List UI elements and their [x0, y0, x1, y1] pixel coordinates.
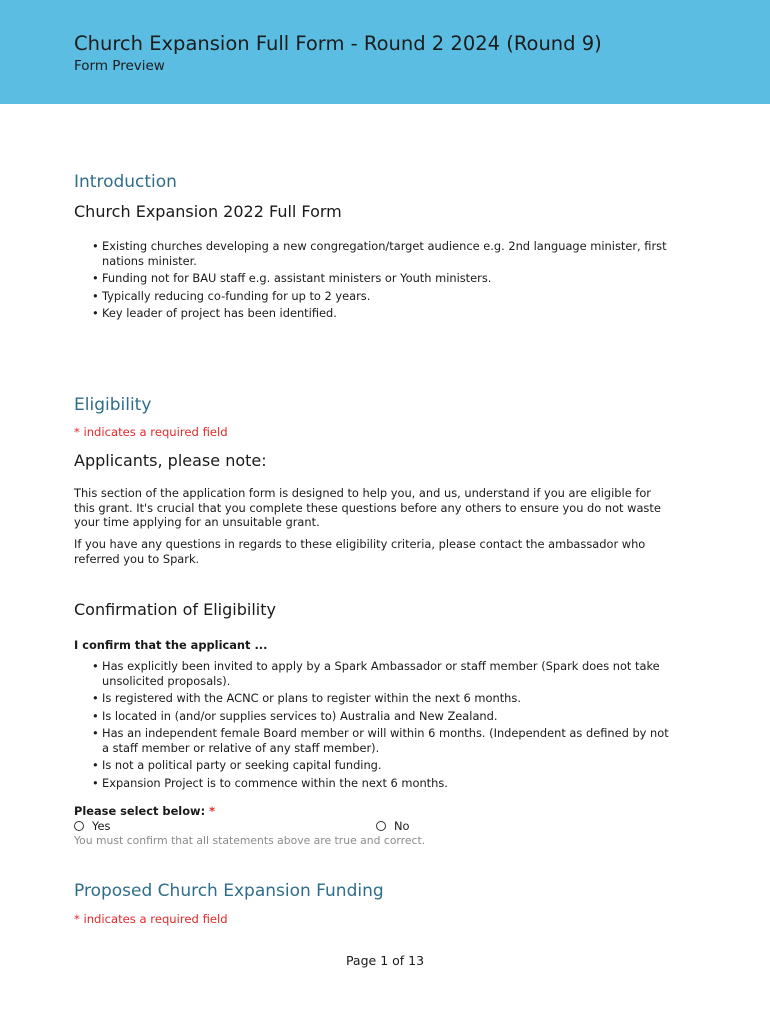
funding-required-note: * indicates a required field	[74, 912, 228, 926]
eligibility-paragraph-2: If you have any questions in regards to these eligibility criteria, please contact the ambassador who referred you to Spark.	[74, 537, 646, 566]
introduction-heading: Church Expansion 2022 Full Form	[74, 202, 342, 221]
eligibility-section-title: Eligibility	[74, 395, 152, 415]
list-item: • Has explicitly been invited to apply by a Spark Ambassador or staff member (Spark does not take unsolicited proposals).	[92, 659, 672, 688]
list-item: • Is registered with the ACNC or plans to register within the next 6 months.	[92, 691, 672, 706]
list-item: • Expansion Project is to commence within the next 6 months.	[92, 776, 672, 791]
applicants-note-heading: Applicants, please note:	[74, 451, 267, 470]
form-subtitle: Form Preview	[74, 58, 165, 74]
funding-section-title: Proposed Church Expansion Funding	[74, 881, 384, 901]
select-label	[74, 804, 215, 819]
eligibility-paragraph-1: This section of the application form is designed to help you, and us, understand if you are eligible for this grant. It's crucial that you complete these questions before any others to ensure you do not waste your time applying for an unsuitable grant.	[74, 486, 661, 529]
introduction-section-title: Introduction	[74, 172, 177, 192]
option-no[interactable]	[376, 819, 410, 834]
confirmation-heading: Confirmation of Eligibility	[74, 600, 276, 619]
select-hint: You must confirm that all statements above are true and correct.	[74, 834, 426, 847]
list-item: • Typically reducing co-funding for up to 2 years.	[92, 289, 682, 304]
option-no-label: No	[394, 819, 410, 833]
list-item: • Has an independent female Board member or will within 6 months. (Independent as defined by not a staff member or relative of any staff member).	[92, 726, 672, 755]
radio-no-icon[interactable]	[376, 821, 386, 831]
required-field-note: * indicates a required field	[74, 425, 228, 439]
eligibility-criteria-list	[92, 659, 672, 793]
page-number: Page 1 of 13	[345, 953, 425, 968]
list-item: • Funding not for BAU staff e.g. assistant ministers or Youth ministers.	[92, 271, 682, 286]
list-item: • Is located in (and/or supplies services to) Australia and New Zealand.	[92, 709, 672, 724]
select-label-text: Please select below:	[74, 804, 206, 818]
confirm-label: I confirm that the applicant ...	[74, 638, 268, 652]
introduction-bullet-list	[92, 239, 682, 324]
radio-yes-icon[interactable]	[74, 821, 84, 831]
list-item: • Key leader of project has been identified.	[92, 306, 682, 321]
option-yes-label: Yes	[92, 819, 111, 833]
page-header	[0, 0, 770, 104]
option-yes[interactable]	[74, 819, 110, 834]
required-asterisk: *	[209, 804, 216, 818]
form-title: Church Expansion Full Form - Round 2 2024 (Round 9)	[74, 32, 602, 55]
list-item: • Is not a political party or seeking capital funding.	[92, 758, 672, 773]
list-item: • Existing churches developing a new congregation/target audience e.g. 2nd language minister, first nations minister.	[92, 239, 672, 268]
